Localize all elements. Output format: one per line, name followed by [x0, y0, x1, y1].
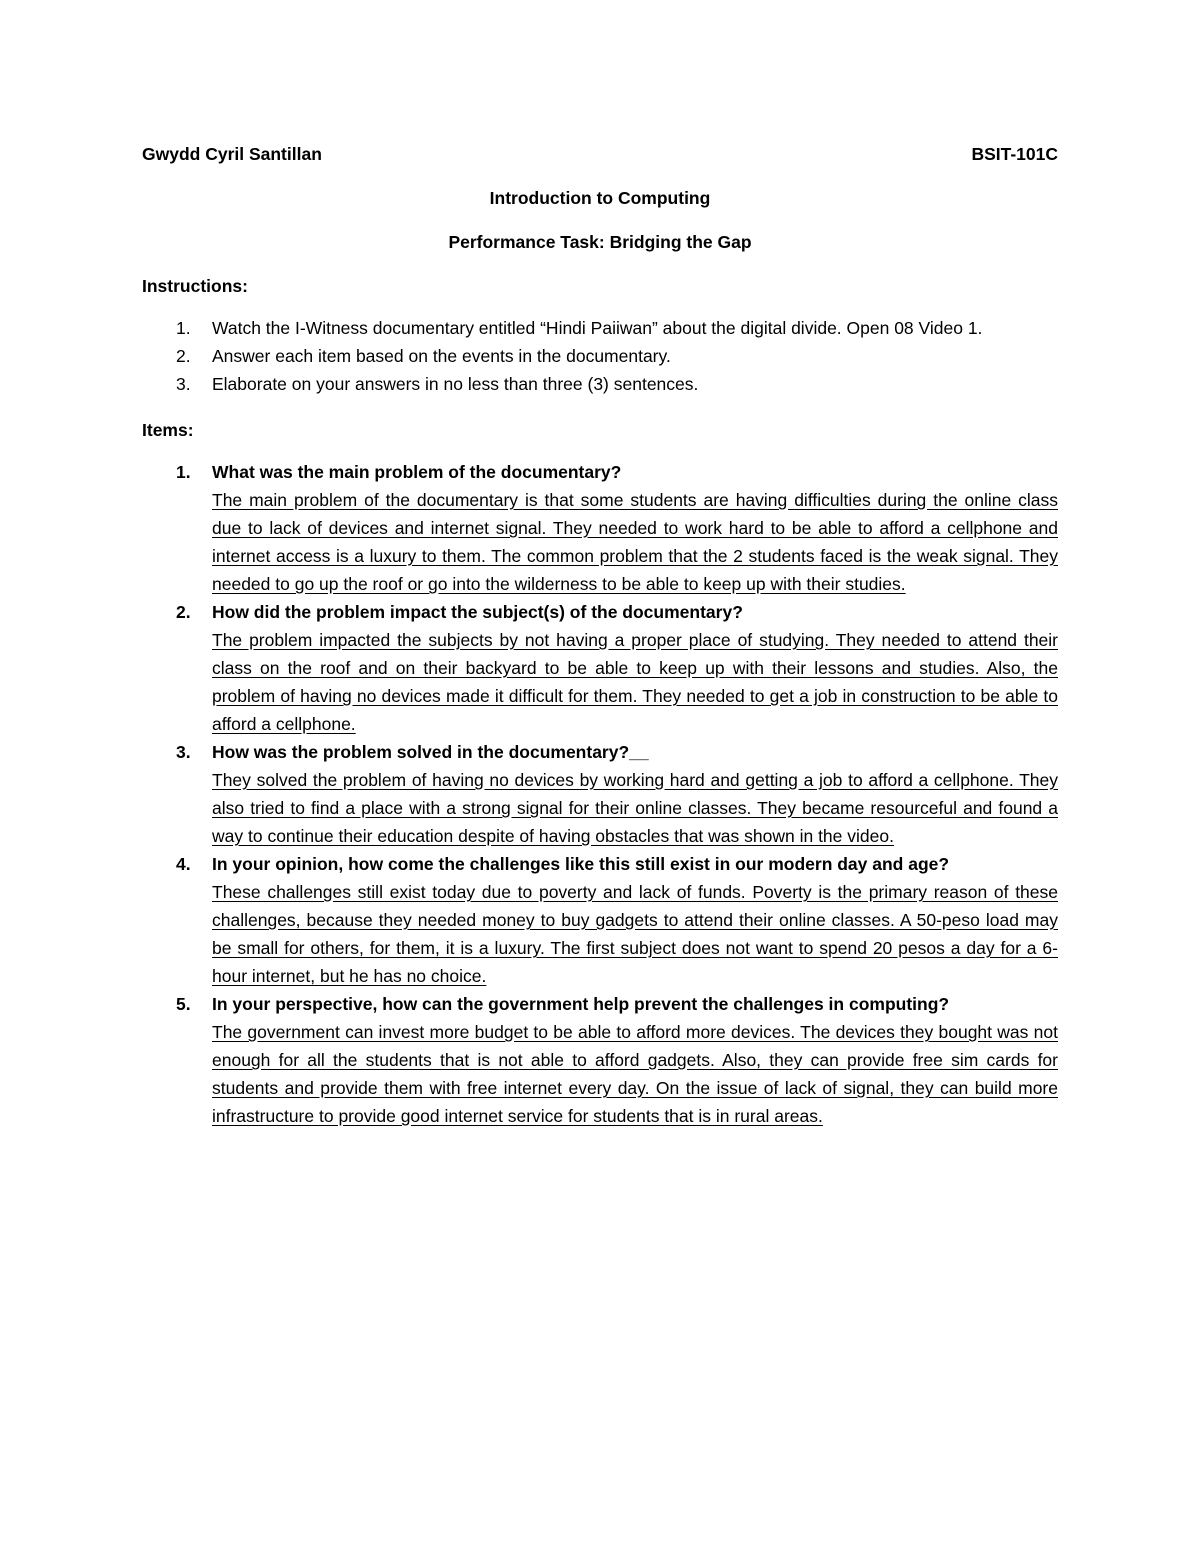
item-question: How did the problem impact the subject(s) of the documentary?	[212, 602, 743, 622]
course-title: Introduction to Computing	[489, 188, 711, 208]
task-title: Performance Task: Bridging the Gap	[448, 232, 752, 252]
document-header	[142, 140, 1058, 168]
instruction-text: Watch the I-Witness documentary entitled “Hindi Paiiwan” about the digital divide. Open 08 Video 1.	[212, 318, 983, 338]
item-number: 3.	[176, 742, 191, 762]
instruction-number: 1.	[176, 318, 191, 338]
list-item	[142, 458, 1058, 598]
item-body	[212, 738, 1058, 850]
item-question: In your perspective, how can the government help prevent the challenges in computing?	[212, 994, 950, 1014]
instruction-item	[142, 314, 1058, 342]
item-answer: The problem impacted the subjects by not having a proper place of studying. They needed to attend their class on the roof and on their backyard to be able to keep up with their lessons and studies. Also, the problem of having no devices made it difficult for them. They needed to get a job in construction to be able to afford a cellphone.	[212, 630, 1058, 734]
item-body	[212, 458, 1058, 598]
item-question: In your opinion, how come the challenges like this still exist in our modern day and age?	[212, 854, 950, 874]
item-number: 1.	[176, 462, 191, 482]
item-answer: The main problem of the documentary is that some students are having difficulties during the online class due to lack of devices and internet signal. They needed to work hard to be able to afford a cellphone and internet access is a luxury to them. The common problem that the 2 students faced is the weak signal. They needed to go up the roof or go into the wilderness to be able to keep up with their studies.	[212, 490, 1058, 594]
items-label: Items:	[142, 420, 194, 440]
class-section: BSIT-101C	[971, 144, 1058, 164]
list-item	[142, 990, 1058, 1130]
item-answer: They solved the problem of having no devices by working hard and getting a job to afford a cellphone. They also tried to find a place with a strong signal for their online classes. They became resourceful and found a way to continue their education despite of having obstacles that was shown in the video.	[212, 770, 1058, 846]
instruction-number: 2.	[176, 346, 191, 366]
instruction-text: Answer each item based on the events in the documentary.	[212, 346, 671, 366]
item-number: 4.	[176, 854, 191, 874]
instruction-item	[142, 342, 1058, 370]
instruction-number: 3.	[176, 374, 191, 394]
list-item	[142, 850, 1058, 990]
instructions-list	[142, 314, 1058, 398]
item-answer: The government can invest more budget to be able to afford more devices. The devices they bought was not enough for all the students that is not able to afford gadgets. Also, they can provide free sim cards for students and provide them with free internet every day. On the issue of lack of signal, they can build more infrastructure to provide good internet service for students that is in rural areas.	[212, 1022, 1058, 1126]
student-name: Gwydd Cyril Santillan	[142, 144, 322, 164]
instruction-item	[142, 370, 1058, 398]
item-body	[212, 850, 1058, 990]
item-number: 5.	[176, 994, 191, 1014]
item-body	[212, 990, 1058, 1130]
list-item	[142, 598, 1058, 738]
list-item	[142, 738, 1058, 850]
instructions-label: Instructions:	[142, 276, 248, 296]
item-body	[212, 598, 1058, 738]
item-question: How was the problem solved in the documentary?__	[212, 742, 649, 762]
document-page	[142, 140, 1058, 1130]
instruction-text: Elaborate on your answers in no less than three (3) sentences.	[212, 374, 699, 394]
item-question: What was the main problem of the documentary?	[212, 462, 622, 482]
item-number: 2.	[176, 602, 191, 622]
items-list	[142, 458, 1058, 1130]
item-answer: These challenges still exist today due to poverty and lack of funds. Poverty is the primary reason of these challenges, because they needed money to buy gadgets to attend their online classes. A 50-peso load may be small for others, for them, it is a luxury. The first subject does not want to spend 20 pesos a day for a 6-hour internet, but he has no choice.	[212, 882, 1058, 986]
